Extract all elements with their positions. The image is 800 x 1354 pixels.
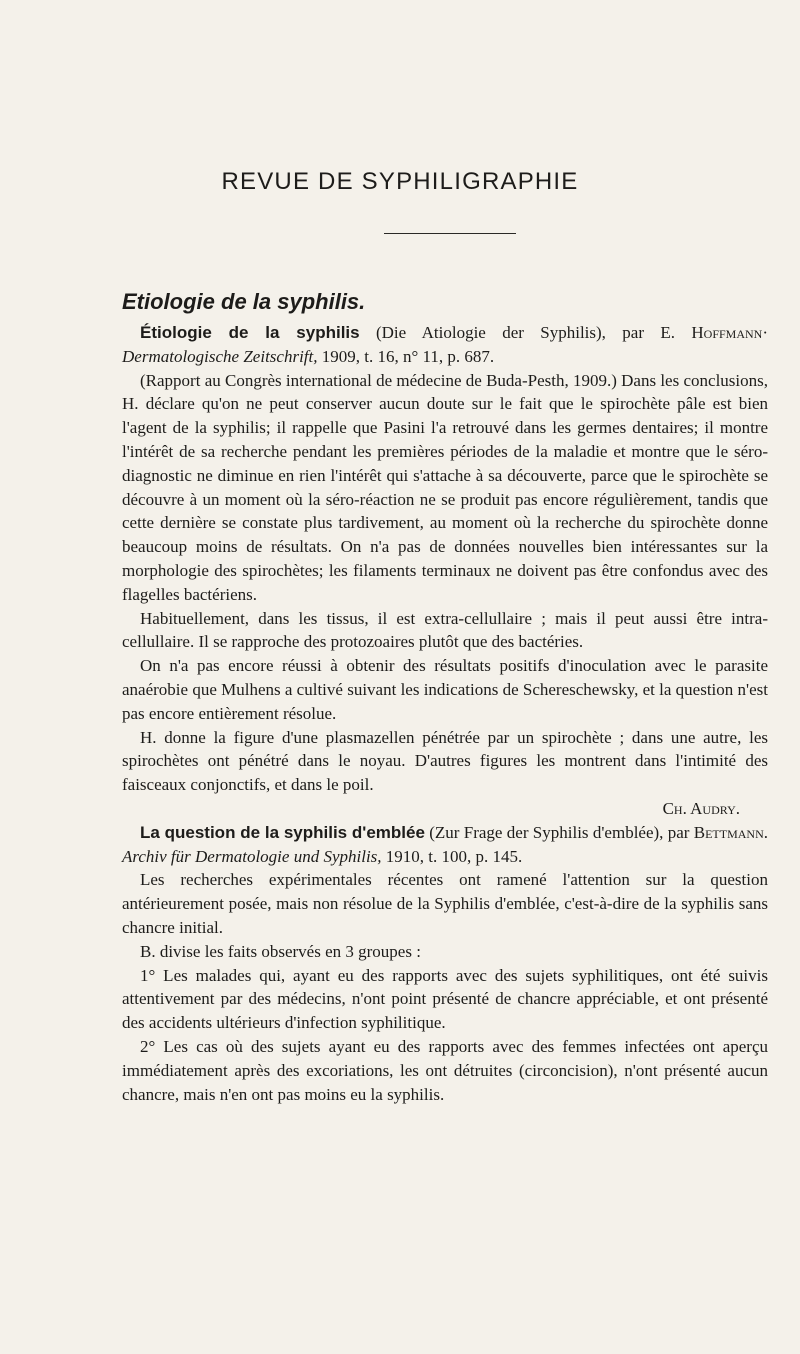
page-header-title: REVUE DE SYPHILIGRAPHIE bbox=[221, 168, 579, 195]
article2-paragraph: 1° Les malades qui, ayant eu des rapports avec des sujets syphilitiques, ont été suivis attentivement par des médecins, n'ont point présenté de chancre appréciable, et ont présenté des accidents ultérieurs d'infection syphilitique. bbox=[122, 965, 768, 1033]
article1-ref-end: 1909, t. 16, n° 11, p. 687. bbox=[317, 346, 495, 366]
article1-author-tail: · bbox=[762, 323, 769, 342]
article1-author: Hoffmann bbox=[691, 323, 763, 342]
article1-heading bbox=[122, 321, 768, 369]
article2-paragraph: Les recherches expérimentales récentes ont ramené l'attention sur la question antérieurement posée, mais non résolue de la Syphilis d'emblée, c'est-à-dire de la syphilis sans chancre initial. bbox=[122, 870, 768, 937]
article1-paragraph: (Rapport au Congrès international de médecine de Buda-Pesth, 1909.) Dans les conclusions, H. déclare qu'on ne peut conserver aucun doute sur le fait que le spirochète pâle est bien l'agent de la syphilis; il rappelle que Pasini l'a retrouvé dans les germes dentaires; il montre l'intérêt de sa recherche pendant les premières périodes de la maladie et montre que le séro-diagnostic ne diminue en rien l'intérêt qui s'attache à sa découverte, parce que le spirochète se découvre à un moment où la séro-réaction ne se produit pas encore régulièrement, tandis que cette dernière se constate plus tardivement, au moment où la recherche du spirochète donne beaucoup moins de résultats. On n'a pas de données nouvelles bien intéressantes sur la morphologie des spirochètes; les filaments terminaux ne doivent pas être confondus avec des flagelles bactériens. bbox=[122, 370, 768, 604]
article1-ref: (Die Atiologie der Syphilis), par E. bbox=[359, 323, 692, 342]
article1-signature: Ch. Audry. bbox=[662, 798, 740, 818]
article2-journal: Archiv für Dermatologie und Syphilis, bbox=[122, 846, 382, 866]
article2-heading bbox=[122, 821, 768, 869]
article2-ref: (Zur Frage der Syphilis d'emblée), par bbox=[424, 822, 694, 842]
page-content bbox=[122, 285, 768, 1106]
article2-paragraph: 2° Les cas où des sujets ayant eu des rapports avec des femmes infectées ont aperçu immédiatement après des excoriations, les ont détruites (circoncision), n'ont présenté aucun chancre, mais n'en ont pas moins eu la syphilis. bbox=[122, 1036, 768, 1104]
article1-title: Étiologie de la syphilis bbox=[140, 323, 360, 342]
article1-paragraph: H. donne la figure d'une plasmazellen pénétrée par un spirochète ; dans une autre, les spirochètes ont pénétré dans le noyau. D'autres figures les montrent dans l'intimité des faisceaux conjonctifs, et dans le poil. bbox=[122, 727, 768, 795]
article2-ref-end: 1910, t. 100, p. 145. bbox=[381, 846, 523, 866]
section-title: Etiologie de la syphilis. bbox=[122, 289, 366, 314]
article2-title: La question de la syphilis d'emblée bbox=[140, 822, 425, 842]
article1-paragraph: On n'a pas encore réussi à obtenir des résultats positifs d'inoculation avec le parasite anaérobie que Mulhens a cultivé suivant les indications de Schereschewsky, et la question n'est pas encore entièrement résolue. bbox=[122, 656, 768, 723]
article2-paragraph: B. divise les faits observés en 3 groupes : bbox=[140, 941, 421, 961]
header-rule bbox=[384, 233, 516, 234]
article1-journal: Dermatologische Zeitschrift, bbox=[122, 346, 318, 366]
article1-paragraph: Habituellement, dans les tissus, il est extra-cellullaire ; mais il peut aussi être intra-cellullaire. Il se rapproche des protozoaires plutôt que des bactéries. bbox=[122, 608, 768, 652]
article2-author: Bettmann. bbox=[693, 822, 768, 842]
